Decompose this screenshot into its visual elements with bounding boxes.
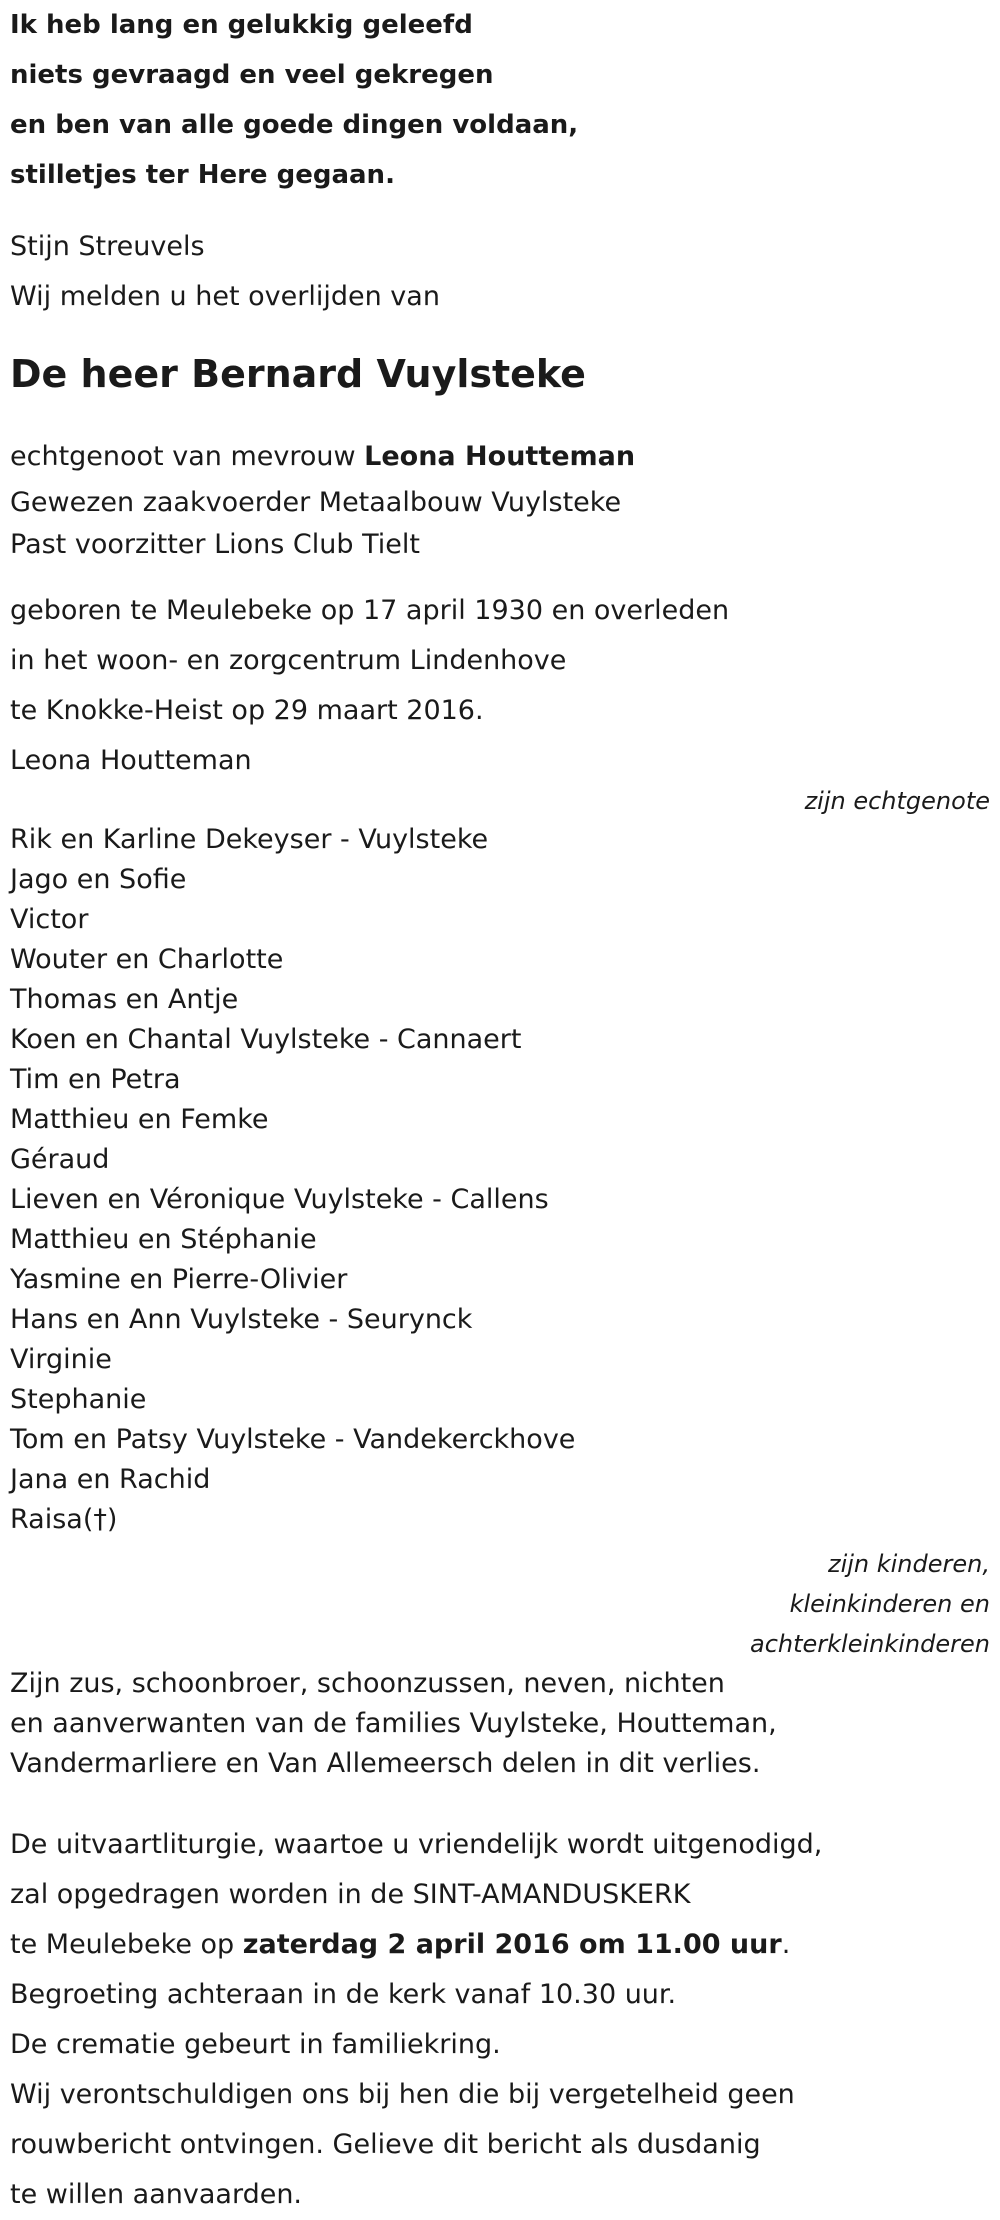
role-line: Past voorzitter Lions Club Tielt [10,529,420,560]
family-member: Géraud [10,1144,110,1175]
surviving-spouse-name: Leona Houtteman [10,745,252,776]
family-member: Virginie [10,1344,112,1375]
family-member: Jago en Sofie [10,864,187,895]
attribution [10,222,990,322]
poem-line: en ben van alle goede dingen voldaan, [10,110,579,140]
funeral-date-line [10,1920,990,1970]
birth-death-line: geboren te Meulebeke op 17 april 1930 en overleden [10,595,730,626]
funeral-line: De crematie gebeurt in familiekring. [10,2029,501,2060]
funeral-line: Wij verontschuldigen ons bij hen die bij vergetelheid geen [10,2079,795,2110]
birth-death-line: in het woon- en zorgcentrum Lindenhove [10,645,567,676]
spouse-and-roles [10,432,990,566]
children-role-line: achterkleinkinderen [750,1630,990,1658]
family-member: Victor [10,904,89,935]
poem [10,0,990,200]
family-member: Lieven en Véronique Vuylsteke - Callens [10,1184,549,1215]
family-member: Koen en Chantal Vuylsteke - Cannaert [10,1024,522,1055]
family-member: Raisa(†) [10,1504,118,1535]
role-line: Gewezen zaakvoerder Metaalbouw Vuylsteke [10,487,622,518]
family-member: Rik en Karline Dekeyser - Vuylsteke [10,824,489,855]
birth-death-details [10,586,990,786]
family-member: Jana en Rachid [10,1464,211,1495]
funeral-line: Begroeting achteraan in de kerk vanaf 10.30 uur. [10,1979,677,2010]
obituary-notice [10,0,990,2220]
birth-death-line: te Knokke-Heist op 29 maart 2016. [10,695,484,726]
family-member: Stephanie [10,1384,147,1415]
spouse-prefix: echtgenoot van mevrouw [10,441,365,472]
funeral-line: rouwbericht ontvingen. Gelieve dit bericht als dusdanig [10,2129,761,2160]
children-role-line: kleinkinderen en [789,1590,990,1618]
announcement-text: Wij melden u het overlijden van [10,281,440,312]
funeral-date-prefix: te Meulebeke op [10,1929,243,1960]
family-member: Hans en Ann Vuylsteke - Seurynck [10,1304,473,1335]
poem-line: Ik heb lang en gelukkig geleefd [10,10,473,40]
poem-line: niets gevraagd en veel gekregen [10,60,494,90]
family-member: Thomas en Antje [10,984,239,1015]
deceased-name: De heer Bernard Vuylsteke [10,352,586,396]
relatives-line: en aanverwanten van de families Vuylsteke, Houtteman, [10,1708,777,1739]
family-member: Wouter en Charlotte [10,944,284,975]
relatives-line: Zijn zus, schoonbroer, schoonzussen, neven, nichten [10,1668,725,1699]
family-member: Matthieu en Femke [10,1104,269,1135]
relatives-paragraph [10,1664,990,1784]
family-list [10,820,990,1540]
poem-author: Stijn Streuvels [10,231,205,262]
children-role-line: zijn kinderen, [827,1550,990,1578]
funeral-date: zaterdag 2 april 2016 om 11.00 uur [242,1929,782,1960]
spouse-line-name: Leona Houtteman [364,441,636,472]
spouse-role-label: zijn echtgenote [804,787,990,815]
poem-line: stilletjes ter Here gegaan. [10,160,395,190]
family-member: Yasmine en Pierre-Olivier [10,1264,348,1295]
family-member: Tim en Petra [10,1064,181,1095]
family-member: Matthieu en Stéphanie [10,1224,317,1255]
children-role-label [10,1544,990,1664]
funeral-details [10,1820,990,2220]
funeral-line: zal opgedragen worden in de SINT-AMANDUSKERK [10,1879,691,1910]
funeral-date-suffix: . [781,1929,791,1960]
funeral-line: De uitvaartliturgie, waartoe u vriendelijk wordt uitgenodigd, [10,1829,823,1860]
family-member: Tom en Patsy Vuylsteke - Vandekerckhove [10,1424,576,1455]
funeral-line: te willen aanvaarden. [10,2179,303,2210]
spouse-line [10,432,990,482]
relatives-line: Vandermarliere en Van Allemeersch delen in dit verlies. [10,1748,761,1779]
